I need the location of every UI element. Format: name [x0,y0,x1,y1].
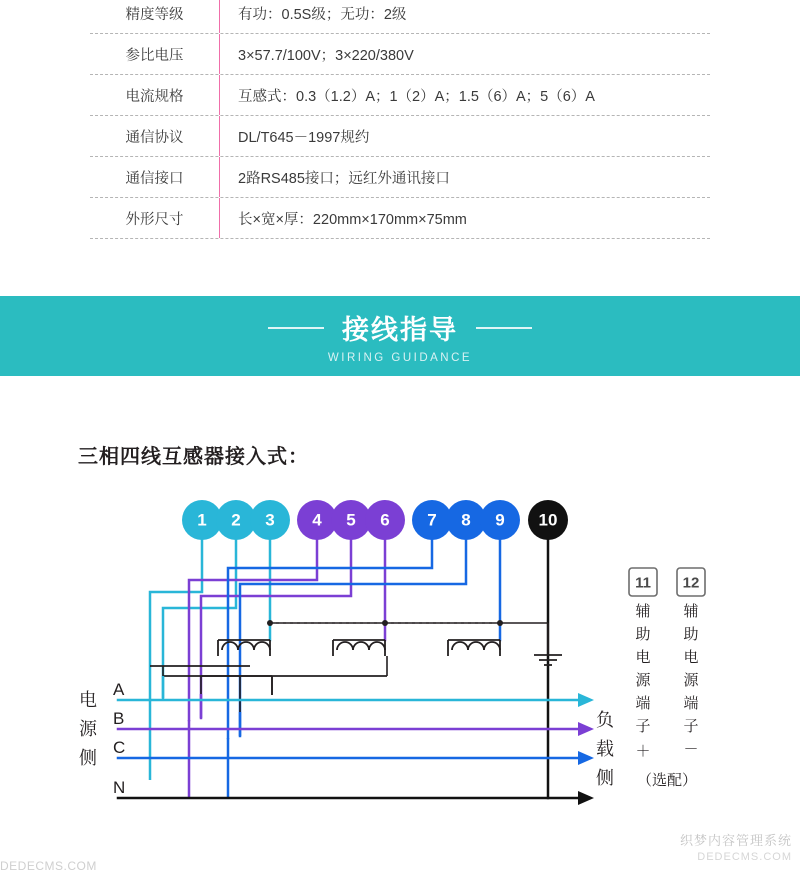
footer-right-watermark [680,830,792,863]
svg-text:侧: 侧 [79,748,97,768]
svg-text:电: 电 [683,649,699,666]
svg-text:－: － [683,741,699,758]
terminal-9-label: 9 [495,510,505,530]
arrow-phase-n [578,791,594,805]
svg-text:侧: 侧 [596,768,614,788]
svg-text:端: 端 [683,695,699,712]
phase-label-a: A [113,680,125,699]
terminal-3-label: 3 [265,510,275,530]
svg-text:负: 负 [596,710,614,730]
footer-watermark-main: 织梦内容管理系统 [679,833,792,848]
table-row [90,116,710,157]
terminal-8-label: 8 [461,510,471,530]
svg-text:载: 载 [596,739,614,759]
table-row [90,0,710,34]
phase-label-n: N [113,778,126,797]
arrow-phase-c [578,751,594,765]
svg-text:电: 电 [635,649,651,666]
wiring-diagram [0,480,800,840]
specification-table [90,0,710,239]
spec-label: 电流规格 [90,75,220,115]
spec-label: 参比电压 [90,34,220,74]
svg-text:辅: 辅 [683,603,699,620]
svg-text:源: 源 [79,719,97,739]
banner-subtitle: WIRING GUIDANCE [327,352,473,364]
table-row [90,34,710,75]
svg-text:端: 端 [635,695,651,712]
svg-text:源: 源 [635,672,651,689]
current-transformer-3 [448,640,500,656]
table-row [90,157,710,198]
spec-value: 长×宽×厚：220mm×170mm×75mm [238,211,467,228]
aux-terminal-12-label: 12 [682,574,700,592]
banner-rule-left [268,327,324,329]
terminal-1-label: 1 [197,510,207,530]
svg-text:子: 子 [683,718,699,735]
spec-label: 外形尺寸 [90,198,220,238]
aux-terminal-12-caption [683,603,699,758]
spec-label: 通信接口 [90,157,220,197]
spec-value: DL/T645－1997规约 [238,129,370,146]
spec-label: 精度等级 [90,0,220,33]
section-banner-wiring-guidance [0,296,800,376]
terminal-4-label: 4 [312,510,322,530]
arrow-phase-a [578,693,594,707]
aux-terminal-11-label: 11 [635,574,651,592]
aux-terminal-12[interactable] [677,568,705,596]
diagram-heading: 三相四线互感器接入式： [78,446,309,468]
terminal-10-label: 10 [538,510,558,530]
load-side-label [596,710,614,788]
banner-title-row [268,308,532,347]
spec-value: 互感式：0.3（1.2）A；1（2）A；1.5（6）A；5（6）A [238,88,595,105]
footer-watermark-sub: DEDECMS.COM [697,851,792,863]
aux-terminal-11-caption [635,603,651,760]
aux-terminal-11[interactable] [629,568,657,596]
banner-rule-right [476,327,532,329]
source-side-label [79,690,98,768]
banner-title: 接线指导 [342,315,458,345]
terminal-5-label: 5 [346,510,356,530]
svg-text:源: 源 [683,672,699,689]
phase-label-c: C [113,738,126,757]
spec-value: 3×57.7/100V；3×220/380V [238,47,414,64]
table-row [90,75,710,116]
terminal-7-label: 7 [427,510,437,530]
terminal-2-label: 2 [231,510,241,530]
footer-left-watermark: DEDECMS.COM [0,859,97,873]
svg-text:＋: ＋ [635,743,651,760]
spec-value: 有功：0.5S级；无功：2级 [238,6,407,23]
phase-label-b: B [113,709,125,728]
svg-text:助: 助 [683,626,699,643]
spec-label: 通信协议 [90,116,220,156]
current-transformer-1 [150,640,272,698]
svg-text:助: 助 [635,626,651,643]
svg-text:子: 子 [635,718,651,735]
spec-value: 2路RS485接口；远红外通讯接口 [238,170,450,187]
terminal-6-label: 6 [380,510,390,530]
svg-text:电: 电 [79,690,97,710]
svg-text:辅: 辅 [635,603,651,620]
terminal-row [182,500,568,540]
table-row [90,198,710,239]
aux-optional-label: （选配） [636,772,698,789]
arrow-phase-b [578,722,594,736]
